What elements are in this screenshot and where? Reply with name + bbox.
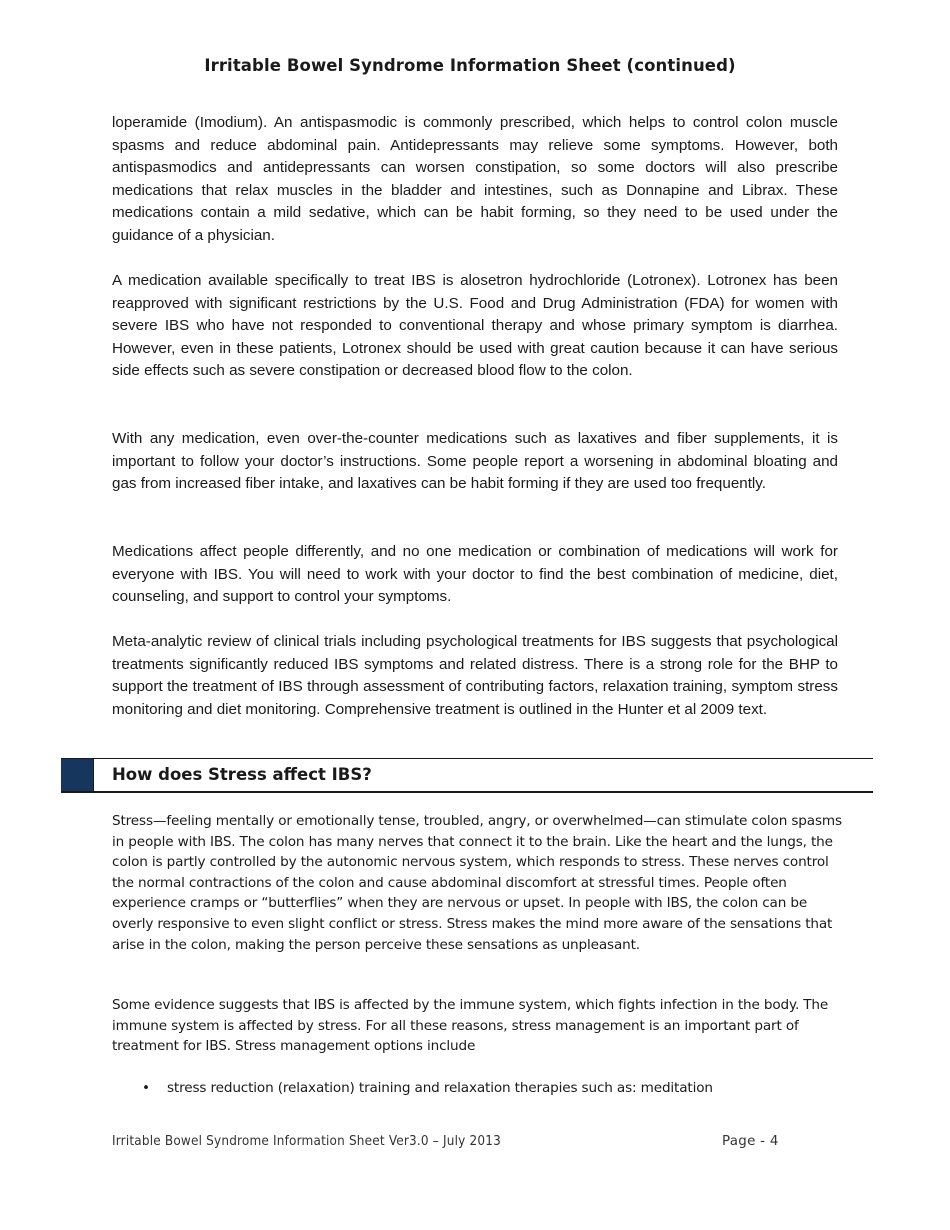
section-rule-top (61, 758, 873, 759)
section-marker-block (61, 759, 94, 791)
footer-page-number: Page - 4 (722, 1134, 779, 1149)
body-paragraph: A medication available specifically to treat IBS is alosetron hydrochloride (Lotronex). Lotronex has been reapproved with significant restrictions by the U.S. Food and Drug Administration (FDA) for women with severe IBS who have not responded to conventional therapy and whose primary symptom is diarrhea. However, even in these patients, Lotronex should be used with great caution because it can have serious side effects such as severe constipation or decreased blood flow to the colon. (112, 272, 838, 380)
footer-doc-label: Irritable Bowel Syndrome Information Sheet Ver3.0 – July 2013 (112, 1134, 501, 1149)
page-title: Irritable Bowel Syndrome Information Sheet (continued) (204, 56, 736, 75)
section-paragraph: Some evidence suggests that IBS is affected by the immune system, which fights infection in the body. The immune system is affected by stress. For all these reasons, stress management is an important part of treatment for IBS. Stress management options include (112, 997, 829, 1055)
body-paragraph: Medications affect people differently, and no one medication or combination of medications will work for everyone with IBS. You will need to work with your doctor to find the best combination of medicine, diet, counseling, and support to control your symptoms. (112, 543, 838, 606)
bullet-icon: • (142, 1080, 150, 1096)
section-paragraph: Stress—feeling mentally or emotionally tense, troubled, angry, or overwhelmed—can stimulate colon spasms in people with IBS. The colon has many nerves that connect it to the brain. Like the heart and the lungs, the colon is partly controlled by the autonomic nervous system, which responds to stress. These nerves control the normal contractions of the colon and cause abdominal discomfort at stressful times. People often experience cramps or “butterflies” when they are nervous or upset. In people with IBS, the colon can be overly responsive to even slight conflict or stress. Stress makes the mind more aware of the sensations that arise in the colon, making the person perceive these sensations as unpleasant. (112, 813, 842, 953)
body-paragraph: loperamide (Imodium). An antispasmodic is commonly prescribed, which helps to control colon muscle spasms and reduce abdominal pain. Antidepressants may relieve some symptoms. However, both antispasmodics and antidepressants can worsen constipation, so some doctors will also prescribe medications that relax muscles in the bladder and intestines, such as Donnapine and Librax. These medications contain a mild sedative, which can be habit forming, so they need to be used under the guidance of a physician. (112, 114, 838, 244)
list-item-text: stress reduction (relaxation) training and relaxation therapies such as: meditation (167, 1080, 713, 1096)
section-rule-bottom (61, 791, 873, 793)
bullet-list (112, 1078, 842, 1099)
section-heading: How does Stress affect IBS? (112, 765, 372, 784)
body-paragraph: With any medication, even over-the-counter medications such as laxatives and fiber supplements, it is important to follow your doctor’s instructions. Some people report a worsening in abdominal bloating and gas from increased fiber intake, and laxatives can be habit forming if they are used too frequently. (112, 430, 838, 493)
body-paragraph: Meta-analytic review of clinical trials including psychological treatments for IBS suggests that psychological treatments significantly reduced IBS symptoms and related distress. There is a strong role for the BHP to support the treatment of IBS through assessment of contributing factors, relaxation training, symptom stress monitoring and diet monitoring. Comprehensive treatment is outlined in the Hunter et al 2009 text. (112, 633, 838, 718)
section-header (61, 758, 873, 794)
list-item (112, 1078, 842, 1099)
